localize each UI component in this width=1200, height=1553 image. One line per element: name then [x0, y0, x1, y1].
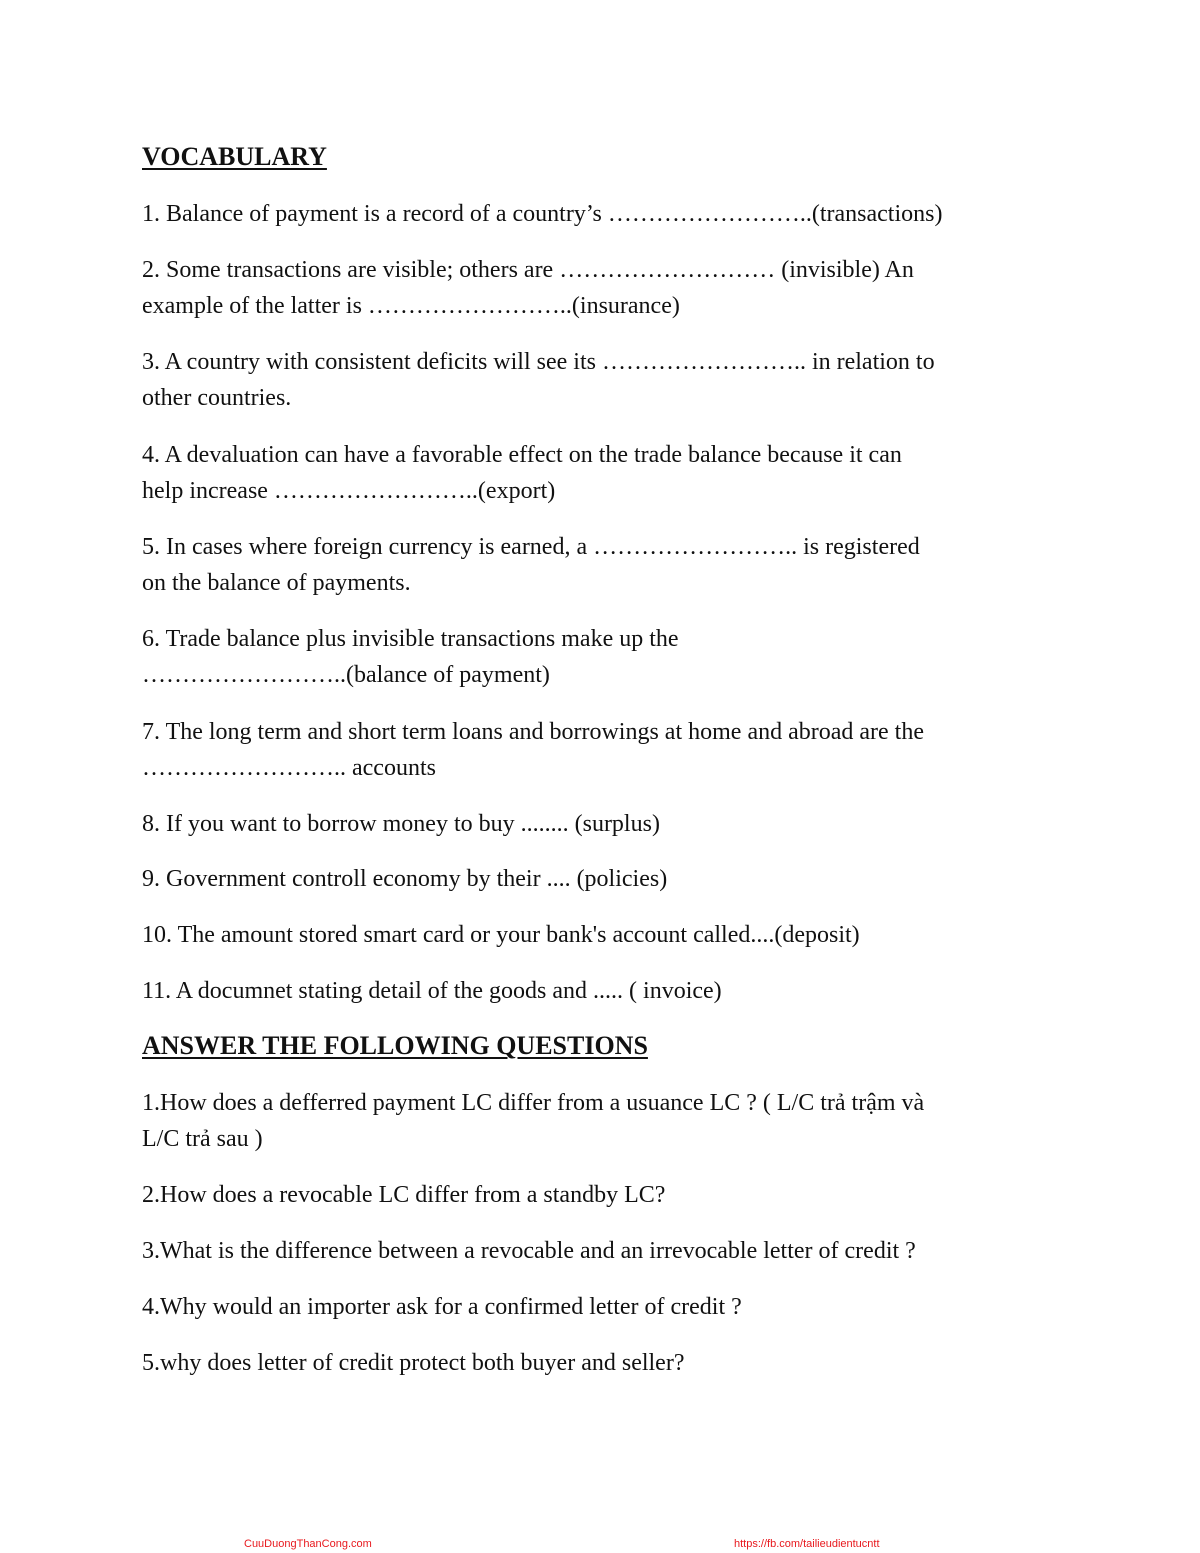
vocabulary-item-10-line-1: 10. The amount stored smart card or your bank's account called....(deposit) — [142, 922, 860, 948]
vocabulary-item-8 — [142, 806, 1062, 842]
question-item-4 — [142, 1289, 1062, 1325]
vocabulary-item-4 — [142, 437, 1062, 509]
vocabulary-item-7-line-1: 7. The long term and short term loans and borrowings at home and abroad are the — [142, 719, 925, 745]
vocabulary-item-1-line-1: 1. Balance of payment is a record of a country’s ……………………..(transactions) — [142, 201, 943, 227]
vocabulary-item-4-line-2: help increase ……………………..(export) — [142, 478, 556, 504]
question-item-2-line-1: 2.How does a revocable LC differ from a standby LC? — [142, 1182, 666, 1208]
question-item-1-line-2: L/C trả sau ) — [142, 1126, 263, 1152]
vocabulary-item-11 — [142, 973, 1062, 1009]
vocabulary-item-5-line-2: on the balance of payments. — [142, 570, 411, 596]
vocabulary-item-6 — [142, 621, 1062, 693]
vocabulary-item-7 — [142, 714, 1062, 786]
question-item-4-line-1: 4.Why would an importer ask for a confirmed letter of credit ? — [142, 1294, 742, 1320]
vocabulary-item-2 — [142, 252, 1062, 324]
vocabulary-item-9-line-1: 9. Government controll economy by their .... (policies) — [142, 866, 668, 892]
vocabulary-item-7-line-2: …………………….. accounts — [142, 755, 436, 781]
vocabulary-item-4-line-1: 4. A devaluation can have a favorable effect on the trade balance because it can — [142, 442, 902, 468]
vocabulary-item-6-line-2: ……………………..(balance of payment) — [142, 662, 550, 688]
question-item-3 — [142, 1233, 1062, 1269]
questions-heading: ANSWER THE FOLLOWING QUESTIONS — [142, 1031, 648, 1060]
vocabulary-item-2-line-1: 2. Some transactions are visible; others are ……………………… (invisible) An — [142, 257, 914, 283]
vocabulary-item-5 — [142, 529, 1062, 601]
question-item-2 — [142, 1177, 1062, 1213]
vocabulary-heading: VOCABULARY — [142, 142, 327, 171]
question-item-1 — [142, 1085, 1062, 1157]
vocabulary-item-8-line-1: 8. If you want to borrow money to buy ........ (surplus) — [142, 811, 660, 837]
vocabulary-item-9 — [142, 861, 1062, 897]
question-item-3-line-1: 3.What is the difference between a revocable and an irrevocable letter of credit ? — [142, 1238, 916, 1264]
question-item-1-line-1: 1.How does a defferred payment LC differ from a usuance LC ? ( L/C trả trậm và — [142, 1090, 925, 1116]
vocabulary-item-6-line-1: 6. Trade balance plus invisible transactions make up the — [142, 626, 679, 652]
question-item-5 — [142, 1345, 1062, 1381]
vocabulary-item-11-line-1: 11. A documnet stating detail of the goods and ..... ( invoice) — [142, 978, 722, 1004]
footer-source-link[interactable]: CuuDuongThanCong.com — [244, 1538, 372, 1550]
footer-url-link[interactable]: https://fb.com/tailieudientucntt — [734, 1538, 880, 1550]
vocabulary-item-1 — [142, 196, 1062, 232]
vocabulary-item-5-line-1: 5. In cases where foreign currency is earned, a …………………….. is registered — [142, 534, 920, 560]
vocabulary-item-3-line-2: other countries. — [142, 385, 292, 411]
question-item-5-line-1: 5.why does letter of credit protect both buyer and seller? — [142, 1350, 685, 1376]
vocabulary-item-3 — [142, 344, 1062, 416]
vocabulary-item-3-line-1: 3. A country with consistent deficits will see its …………………….. in relation to — [142, 349, 935, 375]
vocabulary-item-2-line-2: example of the latter is ……………………..(insurance) — [142, 293, 680, 319]
vocabulary-item-10 — [142, 917, 1062, 953]
